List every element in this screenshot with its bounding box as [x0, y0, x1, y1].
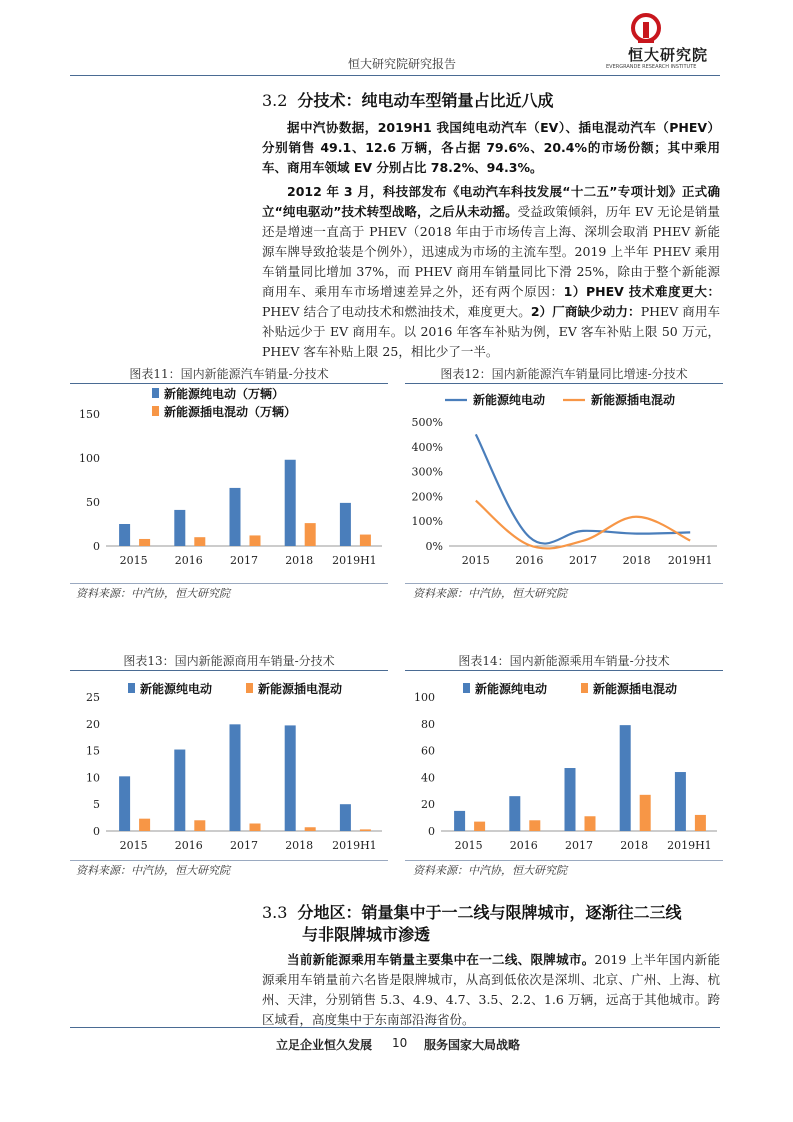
legend-phev-label: 新能源插电混动: [591, 393, 676, 407]
x-tick-label: 2015: [461, 554, 490, 567]
figure-14-rule: [405, 670, 723, 671]
legend-phev-label: 新能源插电混动: [593, 682, 678, 696]
phev-bar: [474, 822, 485, 831]
paragraph-2-reason-1: 1）PHEV 技术难度更大：: [563, 284, 720, 299]
x-tick-label: 2017: [569, 554, 597, 567]
ev-bar: [230, 488, 241, 546]
y-tick-label: 0: [428, 825, 435, 838]
figure-13-source: 资料来源：中汽协，恒大研究院: [76, 864, 230, 877]
paragraph-3-text: 2019 上半年国内新能源乘用车销量前六名皆是限牌城市，从高到低依次是深圳、北京、广州、上海、杭州、天津，分别销售 5.3、4.9、4.7、3.5、2.2、1.6 万辆，远高于其他城市。跨区域看，高度集中于东南部沿海省份。: [262, 952, 720, 1027]
y-tick-label: 100: [79, 452, 100, 465]
phev-bar: [695, 815, 706, 831]
figure-13-source-rule: [70, 860, 388, 861]
x-tick-label: 2018: [285, 839, 314, 852]
legend-ev-swatch: [463, 683, 470, 693]
x-tick-label: 2016: [174, 839, 203, 852]
x-tick-label: 2017: [565, 839, 593, 852]
y-tick-label: 60: [421, 744, 435, 758]
paragraph-1-bold: 据中汽协数据，2019H1 我国纯电动汽车（EV）、插电混动汽车（PHEV）分别销售 49.1、12.6 万辆，各占据 79.6%、20.4%的市场份额；其中乘用车、商用车领域 EV 分别占比 78.2%、94.3%。: [262, 120, 720, 175]
paragraph-1: [262, 118, 720, 178]
ev-bar: [340, 503, 351, 546]
x-tick-label: 2018: [620, 839, 649, 852]
y-tick-label: 0: [93, 825, 100, 838]
section-number: 3.2: [262, 91, 288, 110]
y-tick-label: 0%: [425, 540, 443, 553]
figure-12-caption: 图表12：国内新能源汽车销量同比增速-分技术: [440, 367, 688, 381]
figure-13-rule: [70, 670, 388, 671]
paragraph-2-reason-2-text: PHEV 商用车补贴远少于 EV 商用车。以 2016 年客车补贴为例，EV 客车补贴上限 50 万元，PHEV 客车补贴上限 25，相比少了一半。: [262, 304, 721, 359]
paragraph-2-reason-1-text: PHEV 结合了电动技术和燃油技术，难度更大。: [262, 304, 531, 319]
logo-subtitle: EVERGRANDE RESEARCH INSTITUTE: [606, 64, 697, 70]
ev-bar: [174, 510, 185, 546]
y-tick-label: 15: [86, 744, 100, 758]
section-3-2-heading: [262, 88, 553, 111]
legend-ev-label: 新能源纯电动: [473, 393, 546, 407]
legend-ev-label: 新能源纯电动: [140, 682, 213, 696]
figure-12-source-rule: [405, 583, 723, 584]
x-tick-label: 2019H1: [332, 839, 377, 852]
ev-bar: [620, 725, 631, 831]
legend-ev-label: 新能源纯电动: [475, 682, 548, 696]
section-title-line-1: 分地区：销量集中于一二线与限牌城市，逐渐往二三线: [297, 903, 682, 922]
x-tick-label: 2015: [119, 554, 148, 567]
ev-bar: [285, 725, 296, 831]
y-tick-label: 50: [86, 496, 100, 509]
ev-growth-line: [476, 434, 690, 543]
paragraph-3-bold: 当前新能源乘用车销量主要集中在一二线、限牌城市。: [287, 952, 595, 967]
paragraph-2-reason-2: 2）厂商缺少动力：: [530, 304, 641, 319]
section-title: 分技术：纯电动车型销量占比近八成: [297, 91, 554, 110]
footer-right-slogan: 服务国家大局战略: [424, 1038, 521, 1052]
y-tick-label: 40: [421, 771, 435, 785]
phev-bar: [305, 523, 316, 546]
ev-bar: [675, 772, 686, 831]
figure-12-source: 资料来源：中汽协，恒大研究院: [413, 587, 567, 600]
figure-11-rule: [70, 383, 388, 384]
ev-bar: [119, 524, 130, 546]
report-header-title: 恒大研究院研究报告: [348, 57, 457, 71]
y-tick-label: 100: [414, 691, 435, 704]
x-tick-label: 2016: [174, 554, 203, 567]
figure-14-source: 资料来源：中汽协，恒大研究院: [413, 864, 567, 877]
ev-bar: [454, 811, 465, 831]
legend-phev-swatch: [152, 406, 159, 416]
y-tick-label: 80: [421, 717, 435, 731]
phev-bar: [360, 829, 371, 831]
legend-phev-label: 新能源插电混动（万辆）: [164, 405, 297, 419]
y-tick-label: 500%: [411, 416, 443, 429]
y-tick-label: 5: [93, 798, 100, 812]
phev-bar: [305, 827, 316, 831]
legend-phev-label: 新能源插电混动: [258, 682, 343, 696]
ev-bar: [340, 804, 351, 831]
x-tick-label: 2017: [230, 839, 258, 852]
x-tick-label: 2016: [509, 839, 538, 852]
ev-bar: [565, 768, 576, 831]
x-tick-label: 2015: [454, 839, 483, 852]
y-tick-label: 100%: [411, 515, 443, 529]
phev-bar: [250, 823, 261, 831]
y-tick-label: 20: [86, 717, 100, 731]
phev-bar: [139, 819, 150, 831]
paragraph-2-text: 受益政策倾斜，历年 EV 无论是销量还是增速一直高于 PHEV（2018 年由于市场传言上海、深圳会取消 PHEV 新能源车牌导致抢装是个例外），迅速成为市场的主流车型。2019 上半年 PHEV 乘用车销量同比增加 37%，而 PHEV 商用车销量同比下滑 25%，除由于整个新能源商用车、乘用车市场增速差异之外，还有两个原因：: [262, 204, 720, 299]
legend-ev-label: 新能源纯电动（万辆）: [164, 387, 285, 401]
y-tick-label: 150: [79, 408, 100, 421]
y-tick-label: 200%: [411, 490, 443, 504]
y-tick-label: 400%: [411, 440, 443, 454]
x-tick-label: 2015: [119, 839, 148, 852]
header-rule: [70, 75, 720, 76]
y-tick-label: 20: [421, 798, 435, 812]
figure-14-source-rule: [405, 860, 723, 861]
section-title-line-2: 与非限牌城市渗透: [302, 925, 431, 944]
section-3-3-heading-line-2: [302, 922, 430, 945]
section-3-3-heading: [262, 900, 681, 923]
y-tick-label: 25: [86, 691, 100, 704]
legend-phev-swatch: [581, 683, 588, 693]
legend-phev-swatch: [246, 683, 253, 693]
section-number: 3.3: [262, 903, 288, 922]
x-tick-label: 2016: [515, 554, 544, 567]
y-tick-label: 10: [86, 771, 100, 785]
x-tick-label: 2019H1: [332, 554, 377, 567]
ev-bar: [285, 460, 296, 546]
paragraph-3: [262, 950, 720, 1030]
phev-bar: [585, 816, 596, 831]
figure-13-caption: 图表13：国内新能源商用车销量-分技术: [123, 654, 335, 668]
paragraph-2-bold: 2012 年 3 月，科技部发布《电动汽车科技发展“十二五”专项计划》正式确立“纯电驱动”技术转型战略，之后从未动摇。: [262, 184, 720, 219]
figure-14-caption: 图表14：国内新能源乘用车销量-分技术: [458, 654, 670, 668]
figure-14-chart: [405, 673, 723, 859]
legend-ev-swatch: [128, 683, 135, 693]
phev-bar: [194, 820, 205, 831]
figure-11-chart: [70, 386, 388, 582]
legend-ev-swatch: [152, 388, 159, 398]
phev-bar: [529, 820, 540, 831]
page-number: 10: [392, 1036, 408, 1050]
ev-bar: [174, 750, 185, 831]
phev-bar: [640, 795, 651, 831]
phev-bar: [360, 535, 371, 546]
figure-12-rule: [405, 383, 723, 384]
ev-bar: [230, 724, 241, 831]
figure-11-source: 资料来源：中汽协，恒大研究院: [76, 587, 230, 600]
phev-bar: [250, 535, 261, 546]
figure-11-source-rule: [70, 583, 388, 584]
ev-bar: [509, 796, 520, 831]
ev-bar: [119, 776, 130, 831]
phev-bar: [139, 539, 150, 546]
logo-name: 恒大研究院: [628, 46, 709, 64]
x-tick-label: 2018: [622, 554, 651, 567]
paragraph-2: [262, 182, 720, 362]
figure-11-caption: 图表11：国内新能源汽车销量-分技术: [129, 367, 329, 381]
footer-left-slogan: 立足企业恒久发展: [276, 1038, 373, 1052]
x-tick-label: 2019H1: [667, 554, 713, 567]
phev-bar: [194, 537, 205, 546]
figure-13-chart: [70, 673, 388, 859]
y-tick-label: 300%: [411, 465, 443, 479]
figure-12-chart: [405, 386, 723, 582]
x-tick-label: 2019H1: [667, 839, 712, 852]
x-tick-label: 2018: [285, 554, 314, 567]
y-tick-label: 0: [93, 540, 100, 553]
x-tick-label: 2017: [230, 554, 258, 567]
phev-growth-line: [476, 501, 690, 549]
footer-rule: [70, 1027, 720, 1028]
